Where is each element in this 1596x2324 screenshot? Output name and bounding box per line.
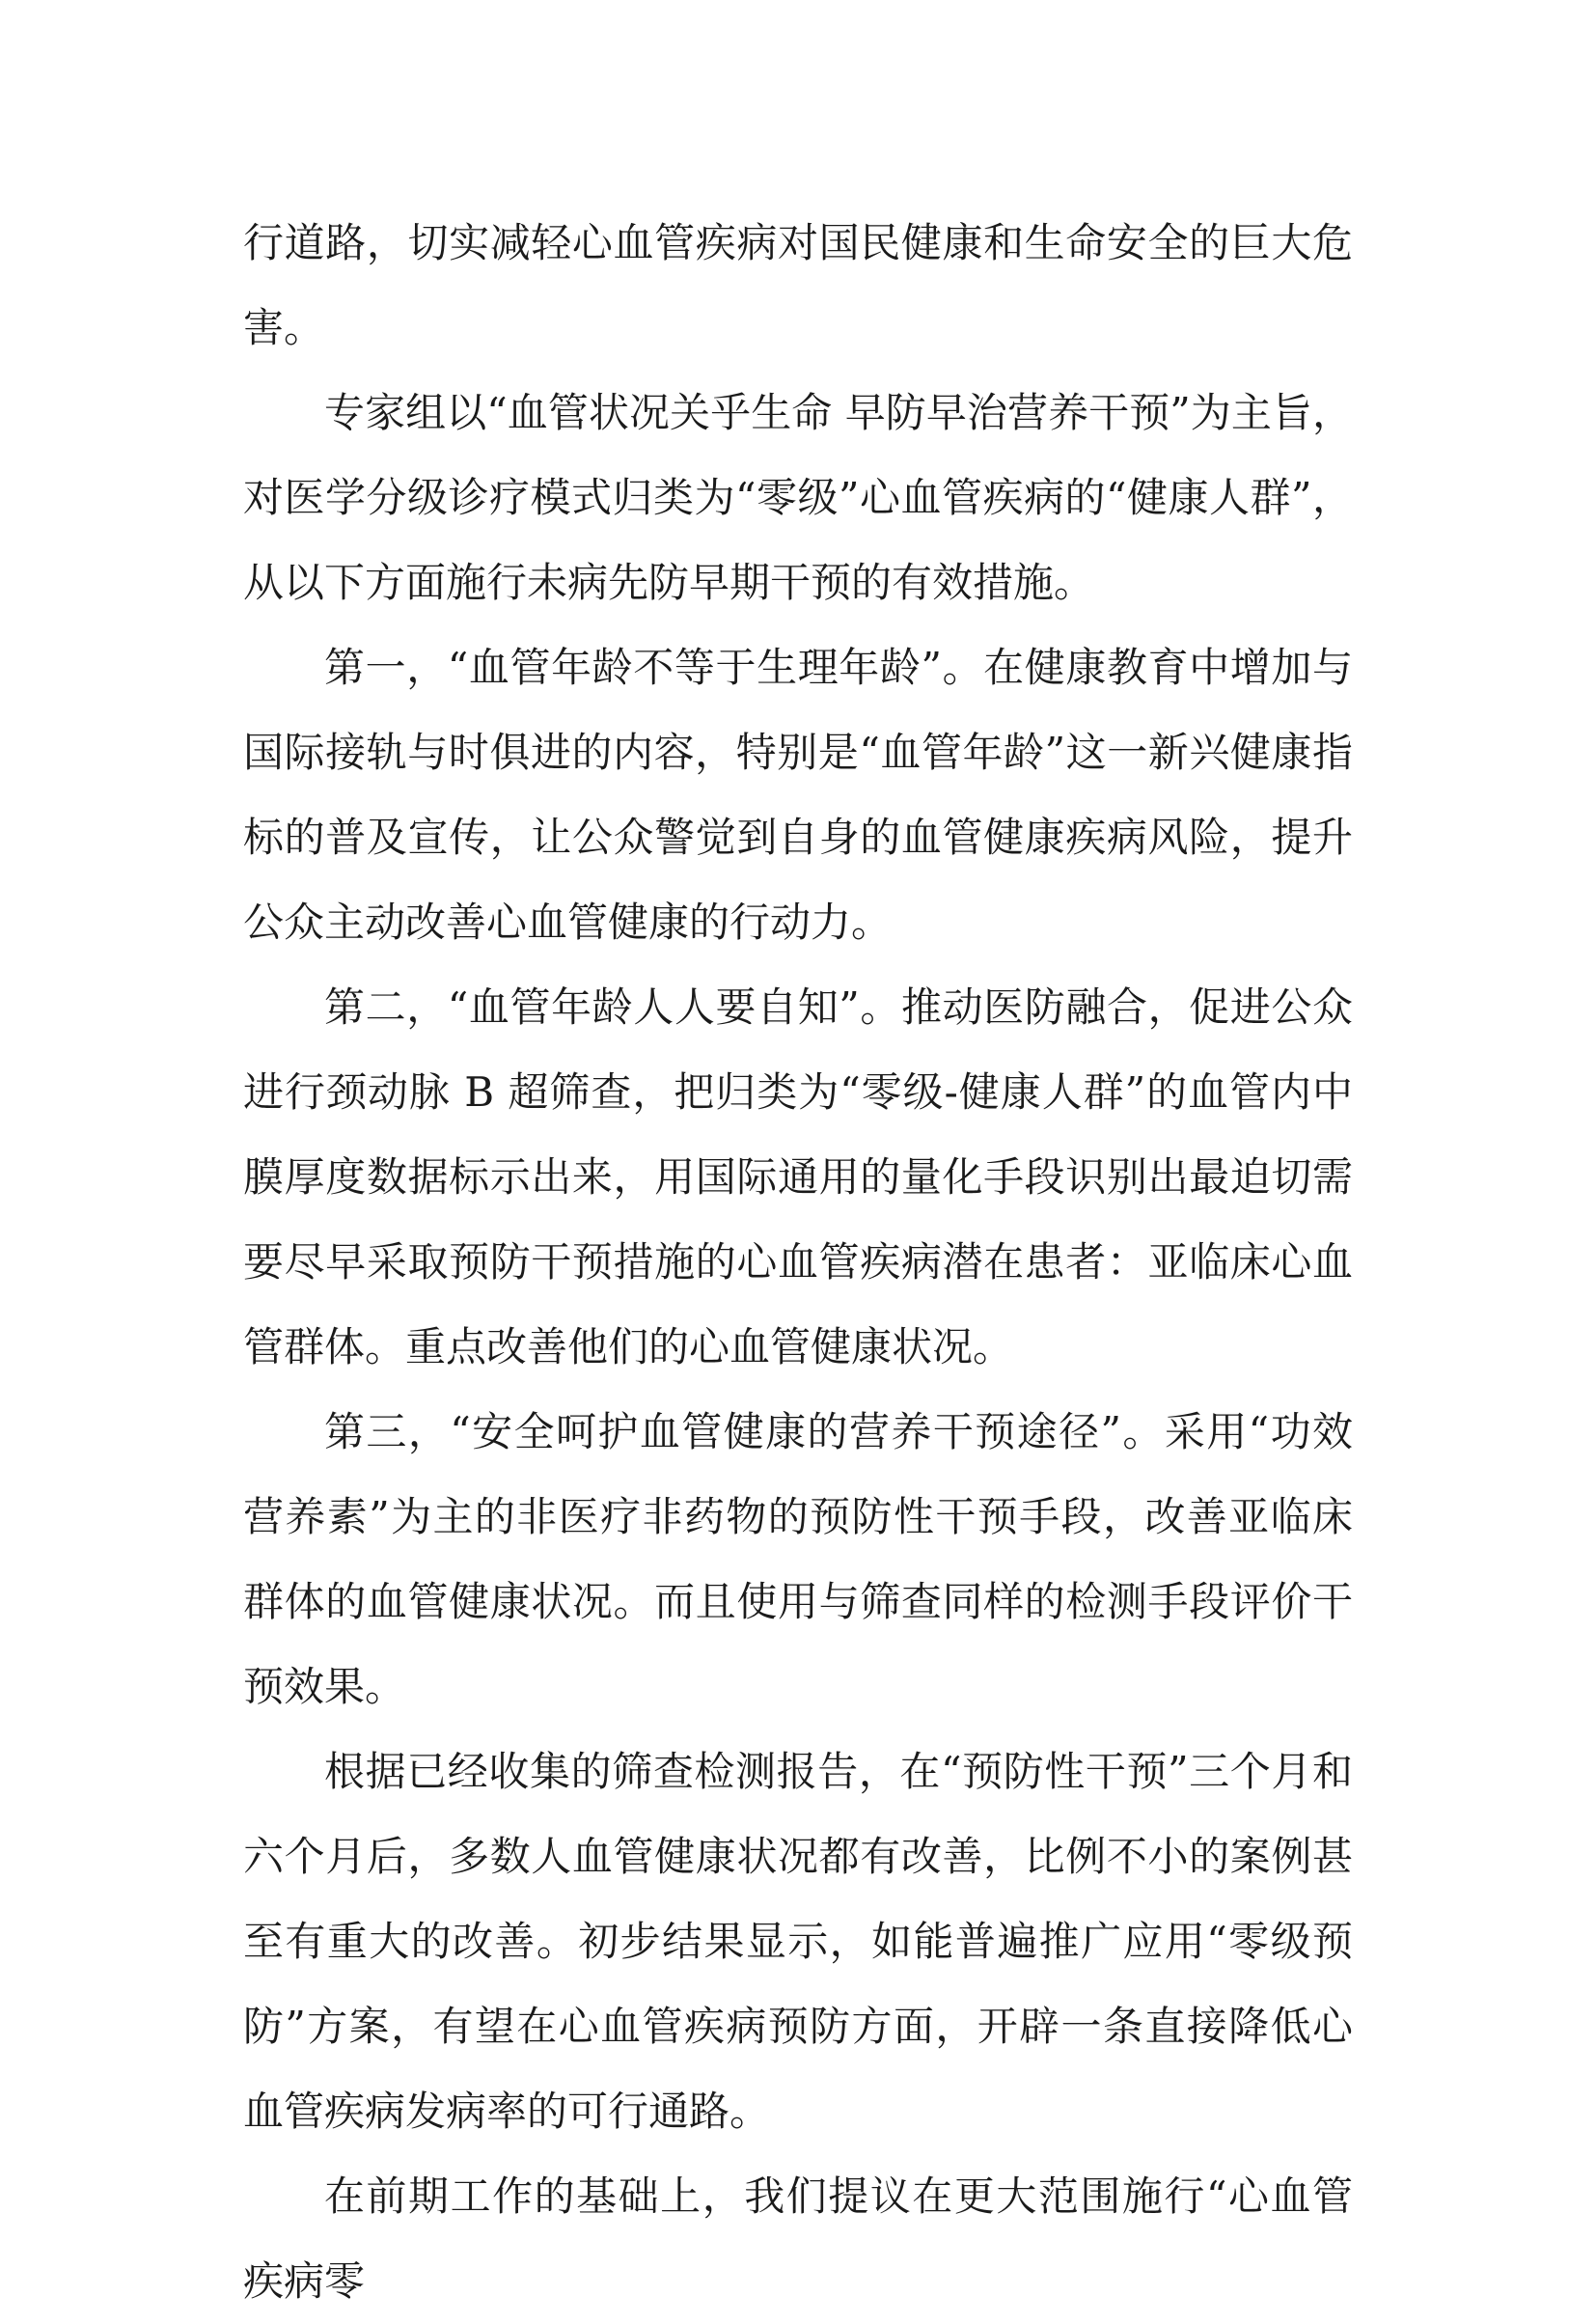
paragraph-first-point: 第一，“血管年龄不等于生理年龄”。在健康教育中增加与国际接轨与时俱进的内容，特别是“血管年龄”这一新兴健康指标的普及宣传，让公众警觉到自身的血管健康疾病风险，提升公众主动改善心血管健康的行动力。: [243, 644, 1353, 946]
paragraph-continuation: 行道路，切实减轻心血管疾病对国民健康和生命安全的巨大危害。: [243, 219, 1353, 351]
paragraph-expert-group: 专家组以“血管状况关乎生命 早防早治营养干预”为主旨，对医学分级诊疗模式归类为“零级”心血管疾病的“健康人群”，从以下方面施行未病先防早期干预的有效措施。: [243, 389, 1353, 606]
paragraph-proposal: 在前期工作的基础上，我们提议在更大范围施行“心血管疾病零: [243, 2172, 1353, 2305]
paragraph-results: 根据已经收集的筛查检测报告，在“预防性干预”三个月和六个月后，多数人血管健康状况都有改善，比例不小的案例甚至有重大的改善。初步结果显示，如能普遍推广应用“零级预防”方案，有望在心血管疾病预防方面，开辟一条直接降低心血管疾病发病率的可行通路。: [243, 1748, 1353, 2135]
paragraph-third-point: 第三，“安全呵护血管健康的营养干预途径”。采用“功效营养素”为主的非医疗非药物的预防性干预手段，改善亚临床群体的血管健康状况。而且使用与筛查同样的检测手段评价干预效果。: [243, 1408, 1353, 1710]
body-text: [243, 201, 1353, 2324]
paragraph-second-point: 第二，“血管年龄人人要自知”。推动医防融合，促进公众进行颈动脉 B 超筛查，把归类为“零级-健康人群”的血管内中膜厚度数据标示出来，用国际通用的量化手段识别出最迫切需要尽早采取预防干预措施的心血管疾病潜在患者：亚临床心血管群体。重点改善他们的心血管健康状况。: [243, 983, 1353, 1370]
